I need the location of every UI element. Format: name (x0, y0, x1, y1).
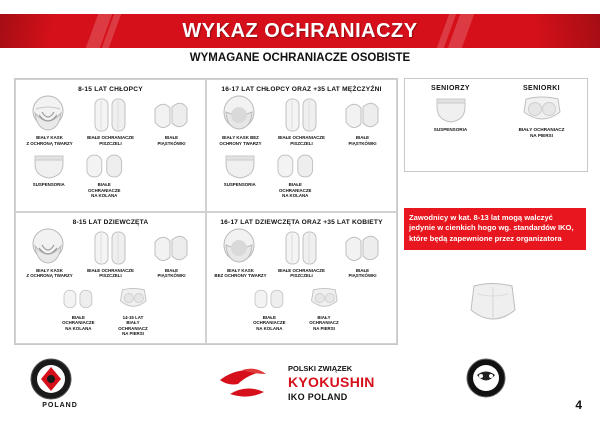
gear-caption: BIAŁY KASK Z OCHRONĄ TWARZY (26, 267, 73, 278)
brand-line2: KYOKUSHIN (288, 374, 375, 390)
gear-row-secondary (20, 283, 201, 337)
helmet-face-guard-icon (22, 228, 76, 266)
gear-caption: BIAŁE OCHRANIACZE NA KOLANA (62, 314, 95, 331)
hogo-chest-protector-icon (462, 280, 524, 326)
helmet-no-face-guard-icon (213, 228, 267, 266)
groin-guard-icon (217, 150, 263, 180)
gear-caption: BIAŁE OCHRANIACZE NA KOLANA (253, 314, 286, 331)
gear-caption: BIAŁE PIĄSTKÓWKI (157, 267, 186, 278)
helmet-face-guard-icon (22, 95, 76, 133)
gear-item (274, 95, 328, 146)
category-cell-boys-16-17-men-35 (206, 79, 397, 212)
gear-caption: SUSPENSORIA (223, 182, 256, 187)
brand-line1: POLSKI ZWIĄZEK (288, 364, 353, 373)
banner-right-decoration (450, 14, 600, 48)
page-number: 4 (575, 398, 582, 412)
gear-item (335, 95, 389, 146)
gear-item (217, 150, 263, 199)
knee-guard-icon (60, 283, 97, 313)
gear-caption: BIAŁE OCHRANIACZE PISZCZELI (278, 135, 325, 146)
gear-row-primary (20, 95, 201, 146)
groin-guard-icon (407, 94, 494, 124)
page-banner (0, 14, 600, 48)
fist-pad-icon (144, 95, 198, 133)
shin-guard-icon (274, 95, 328, 133)
category-heading: 16-17 LAT CHŁOPCY ORAZ +35 LAT MĘŻCZYŹNI (221, 86, 382, 93)
category-heading: 8-15 LAT DZIEWCZĘTA (72, 218, 149, 226)
knee-guard-icon (82, 150, 128, 180)
category-cell-girls-16-17-women-35 (206, 212, 397, 345)
fist-pad-icon (335, 228, 389, 266)
gear-row-secondary (211, 283, 392, 332)
fist-pad-icon (144, 228, 198, 266)
page-subtitle: WYMAGANE OCHRANIACZE OSOBISTE (189, 52, 411, 64)
category-heading: 8-15 LAT CHŁOPCY (78, 86, 143, 93)
seniors-panels (404, 78, 588, 172)
gear-item (60, 283, 97, 337)
gear-item (335, 228, 389, 279)
gear-caption: BIAŁY KASK BEZ OCHRONY TWARZY (214, 267, 267, 278)
gear-row-secondary (211, 150, 392, 199)
gear-item (22, 228, 76, 279)
gear-caption: 14-15 LAT BIAŁY OCHRANIACZ NA PIERSI (118, 314, 148, 336)
poland-emblem (30, 358, 90, 409)
poland-label: POLAND (42, 402, 78, 409)
club-emblem (466, 358, 518, 398)
gear-caption: BIAŁE OCHRANIACZE NA KOLANA (88, 182, 121, 198)
shin-guard-icon (83, 228, 137, 266)
knee-guard-icon (273, 150, 319, 180)
gear-caption: BIAŁE PIĄSTKÓWKI (157, 135, 186, 146)
gear-caption: BIAŁE OCHRANIACZE PISZCZELI (87, 267, 134, 278)
gear-item (274, 228, 328, 279)
panel-heading: SENIORZY (431, 85, 470, 92)
gear-item (251, 283, 288, 332)
gear-item (26, 150, 72, 199)
gear-caption: BIAŁE OCHRANIACZE PISZCZELI (278, 267, 325, 278)
gear-caption: SUSPENSORIA (32, 182, 65, 187)
panel-caption: SUSPENSORIA (433, 127, 468, 132)
gear-caption: BIAŁY KASK Z OCHRONĄ TWARZY (26, 135, 73, 146)
gear-item (83, 228, 137, 279)
gear-item (144, 228, 198, 279)
gear-row-primary (20, 228, 201, 279)
kyokushin-mark-icon (216, 364, 282, 406)
page-footer (0, 352, 600, 424)
gear-item (306, 283, 343, 332)
gear-row-secondary (20, 150, 201, 199)
category-cell-girls-8-15 (15, 212, 206, 345)
chest-guard-icon (498, 94, 585, 124)
chest-guard-icon (115, 283, 152, 313)
groin-guard-icon (26, 150, 72, 180)
gear-caption: BIAŁY KASK BEZ OCHRONY TWARZY (219, 135, 262, 146)
notice-box: Zawodnicy w kat. 8-13 lat mogą walczyć jedynie w cienkich hogo wg. standardów IKO, które będą zapewnione przez organizatora (404, 208, 586, 250)
category-heading: 16-17 LAT DZIEWCZĘTA ORAZ +35 LAT KOBIETY (220, 218, 383, 226)
brand-line3: IKO POLAND (288, 392, 348, 402)
shin-guard-icon (274, 228, 328, 266)
panel-seniorzy (405, 79, 496, 171)
gear-item (273, 150, 319, 199)
gear-caption: BIAŁE OCHRANIACZE PISZCZELI (87, 135, 134, 146)
fist-pad-icon (335, 95, 389, 133)
gear-row-primary (211, 95, 392, 146)
panel-heading: SENIORKI (522, 85, 561, 92)
category-cell-boys-8-15 (15, 79, 206, 212)
gear-item (115, 283, 152, 337)
panel-seniorki (496, 79, 587, 171)
helmet-no-face-guard-icon (213, 95, 267, 133)
gear-item (82, 150, 128, 199)
requirements-grid (14, 78, 398, 345)
gear-item (83, 95, 137, 146)
gear-item (144, 95, 198, 146)
gear-caption: BIAŁE PIĄSTKÓWKI (348, 135, 377, 146)
knee-guard-icon (251, 283, 288, 313)
gear-item (22, 95, 76, 146)
gear-caption: BIAŁY OCHRANIACZ NA PIERSI (309, 314, 339, 331)
gear-item (213, 95, 267, 146)
gear-caption: BIAŁE OCHRANIACZE NA KOLANA (279, 182, 312, 198)
gear-caption: BIAŁE PIĄSTKÓWKI (348, 267, 377, 278)
brand-logo (216, 364, 406, 410)
gear-row-primary (211, 228, 392, 279)
chest-guard-icon (306, 283, 343, 313)
panel-caption: BIAŁY OCHRANIACZ NA PIERSI (518, 127, 565, 138)
shin-guard-icon (83, 95, 137, 133)
gear-item (213, 228, 267, 279)
page-title: WYKAZ OCHRANIACZY (182, 19, 418, 42)
